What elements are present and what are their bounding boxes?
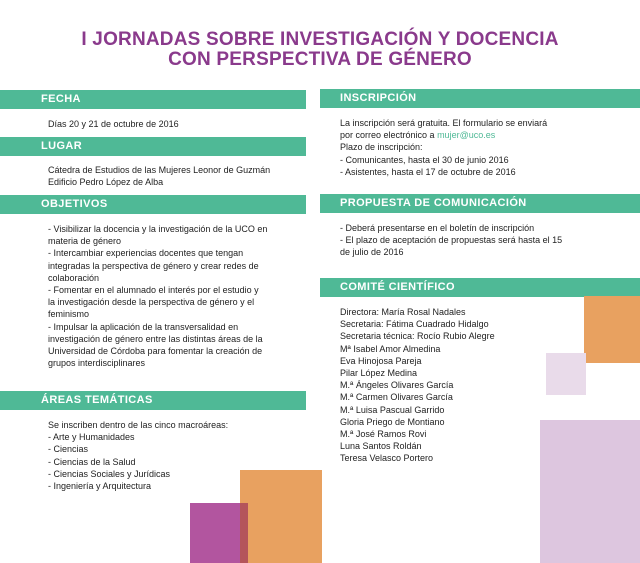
comite-line: Gloria Priego de Montiano	[340, 416, 445, 427]
decor-lilac-square-small	[546, 353, 586, 395]
comite-line: M.ª Luisa Pascual Garrido	[340, 404, 445, 415]
objetivos-line: colaboración	[48, 272, 100, 283]
areas-line: - Ingeniería y Arquitectura	[48, 481, 152, 492]
comite-heading: COMITÉ CIENTÍFICO	[320, 278, 640, 297]
fecha-text: Días 20 y 21 de octubre de 2016	[48, 119, 179, 129]
objetivos-line: - Impulsar la aplicación de la transversalidad en	[48, 321, 239, 332]
page-title	[0, 30, 640, 70]
objetivos-line: materia de género	[48, 236, 122, 247]
areas-heading: ÁREAS TEMÁTICAS	[0, 391, 306, 410]
propuesta-line: - Deberá presentarse en el boletín de inscripción	[340, 223, 535, 233]
decor-orange-square-bottom	[240, 470, 322, 563]
objetivos-section	[48, 223, 267, 369]
fecha-section	[48, 118, 179, 130]
comite-line: M.ª Carmen Olivares García	[340, 392, 453, 403]
areas-line: - Ciencias de la Salud	[48, 456, 136, 467]
email-link[interactable]: mujer@uco.es	[437, 130, 496, 141]
page-title-line-2: CON PERSPECTIVA DE GÉNERO	[168, 49, 472, 70]
comite-line: M.ª Ángeles Olivares García	[340, 380, 454, 391]
inscripcion-section	[340, 117, 547, 178]
objetivos-line: Universidad de Córdoba para fomentar la creación de	[48, 346, 263, 357]
inscripcion-line: Plazo de inscripción:	[340, 142, 423, 153]
areas-line: Se inscriben dentro de las cinco macroáreas:	[48, 420, 229, 430]
comite-line: Secretaria: Fátima Cuadrado Hidalgo	[340, 319, 489, 330]
objetivos-line: integradas la perspectiva de género y crear redes de	[48, 260, 259, 271]
objetivos-line: - Intercambiar experiencias docentes que tengan	[48, 248, 244, 259]
areas-line: - Arte y Humanidades	[48, 432, 135, 443]
comite-line: M.ª José Ramos Rovi	[340, 429, 427, 440]
objetivos-line: investigación de género entre las distintas áreas de la	[48, 333, 263, 344]
comite-line: Luna Santos Roldán	[340, 441, 422, 452]
objetivos-line: - Fomentar en el alumnado el interés por el estudio y	[48, 285, 259, 296]
inscripcion-line: - Asistentes, hasta el 17 de octubre de 2016	[340, 166, 516, 177]
comite-line: Mª Isabel Amor Almedina	[340, 343, 441, 354]
lugar-section	[48, 164, 270, 188]
propuesta-section	[340, 222, 562, 259]
objetivos-line: grupos interdisciplinares	[48, 358, 146, 369]
objetivos-line: feminismo	[48, 309, 90, 320]
areas-section	[48, 419, 228, 492]
inscripcion-line: La inscripción será gratuita. El formulario se enviará	[340, 118, 548, 128]
decor-orange-square-top	[584, 296, 640, 363]
areas-line: - Ciencias	[48, 444, 89, 455]
inscripcion-email-line	[340, 129, 547, 141]
areas-line: - Ciencias Sociales y Jurídicas	[48, 468, 171, 479]
lugar-line: Edificio Pedro López de Alba	[48, 177, 164, 188]
decor-lilac-square-large	[540, 420, 640, 563]
fecha-heading: FECHA	[0, 90, 306, 109]
inscripcion-heading: INSCRIPCIÓN	[320, 89, 640, 108]
propuesta-heading: PROPUESTA DE COMUNICACIÓN	[320, 194, 640, 213]
objetivos-line: - Visibilizar la docencia y la investigación de la UCO en	[48, 224, 268, 234]
comite-line: Teresa Velasco Portero	[340, 453, 434, 464]
objetivos-heading: OBJETIVOS	[0, 195, 306, 214]
inscripcion-line: - Comunicantes, hasta el 30 de junio 2016	[340, 154, 509, 165]
inscripcion-email-prefix: por correo electrónico a	[340, 130, 438, 141]
objetivos-line: la investigación desde la perspectiva de género y el	[48, 297, 255, 308]
comite-line: Directora: María Rosal Nadales	[340, 307, 466, 317]
comite-line: Eva Hinojosa Pareja	[340, 355, 422, 366]
comite-line: Secretaria técnica: Rocío Rubio Alegre	[340, 331, 495, 342]
comite-section	[340, 306, 495, 465]
propuesta-line: de julio de 2016	[340, 247, 404, 258]
decor-overlap-strip	[240, 503, 248, 563]
lugar-heading: LUGAR	[0, 137, 306, 156]
page-title-line-1: I JORNADAS SOBRE INVESTIGACIÓN Y DOCENCIA	[81, 29, 559, 50]
comite-line: Pilar López Medina	[340, 368, 418, 379]
lugar-line: Cátedra de Estudios de las Mujeres Leonor de Guzmán	[48, 165, 271, 175]
propuesta-line: - El plazo de aceptación de propuestas será hasta el 15	[340, 235, 563, 246]
